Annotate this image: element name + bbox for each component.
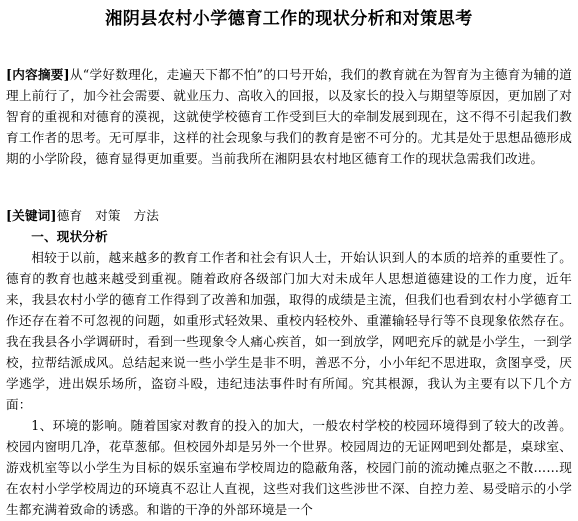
keywords-line	[6, 205, 572, 226]
section-body	[6, 247, 572, 520]
section-heading-row	[6, 226, 572, 247]
abstract-label: [内容摘要]	[6, 67, 70, 82]
keywords-text: 德育 对策 方法	[56, 208, 160, 223]
document-title: 湘阴县农村小学德育工作的现状分析和对策思考	[105, 9, 473, 29]
section-paragraph: 相较于以前，越来越多的教育工作者和社会有识人士，开始认识到人的本质的培养的重要性了。德育的教育也越来越受到重视。随着政府各级部门加大对未成年人思想道德建设的工作力度，近年来，我县农村小学的德育工作得到了改善和加强，取得的成绩是主流，但我们也看到农村小学德育工作还存在着不可忽视的问题，如重形式轻效果、重校内轻校外、重灌输轻导行等不良现象依然存在。我在我县各小学调研时，看到一些现象令人痛心疾首，如一到放学，网吧充斥的就是小学生，一到学校，拉帮结派成风。总结起来说一些小学生是非不明，善恶不分，小小年纪不思进取，贪图享受，厌学逃学，进出娱乐场所，盗窃斗殴，违纪违法事件时有所闻。究其根源，我认为主要有以下几个方面：	[6, 250, 572, 412]
abstract-paragraph	[6, 64, 572, 169]
section-paragraph: 1、环境的影响。随着国家对教育的投入的加大，一般农村学校的校园环境得到了较大的改善。校园内窗明几净，花草葱郁。但校园外却是另外一个世界。校园周边的无证网吧到处都是，桌球室、游戏机室等以小学生为目标的娱乐室遍布学校周边的隐蔽角落，校园门前的流动摊点驱之不散……现在农村小学学校周边的环境真不忍让人直视，这些对我们这些涉世不深、自控力差、易受暗示的小学生都充满着致命的诱惑。和谐的干净的外部环境是一个	[6, 418, 572, 517]
abstract-text: 从“学好数理化，走遍天下都不怕”的口号开始，我们的教育就在为智育为主德育为辅的道理上前行了，加今社会需要、就业压力、高收入的回报，以及家长的投入与期望等原因，更加剧了对智育的重视和对德育的漠视，这就使学校德育工作受到巨大的牵制发展到现在，这不得不引起我们教育工作者的思考。无可厚非，这样的社会现象与我们的教育是密不可分的。尤其是处于思想品德形成期的小学阶段，德育显得更加重要。当前我所在湘阴县农村地区德育工作的现状急需我们改进。	[6, 67, 572, 166]
section-heading: 一、现状分析	[31, 229, 108, 244]
keywords-label: [关键词]	[6, 208, 57, 223]
